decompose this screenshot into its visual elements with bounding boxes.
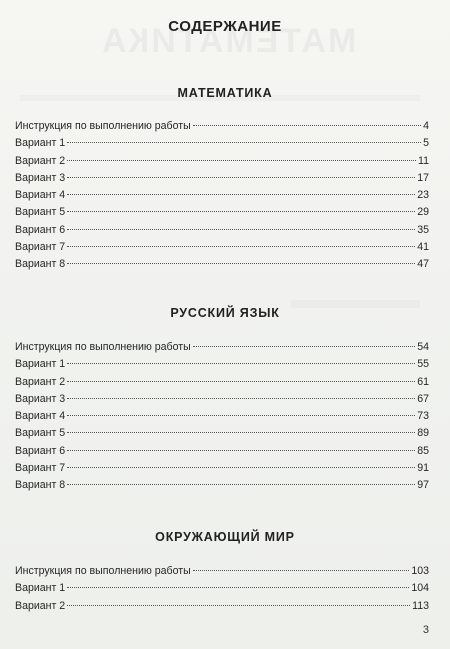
- toc-entry[interactable]: [15, 206, 429, 223]
- toc-entry-label: Вариант 6: [15, 223, 66, 236]
- toc-entry-page: 35: [417, 223, 429, 236]
- dot-leader: [67, 194, 415, 195]
- toc-entry[interactable]: [15, 393, 429, 410]
- toc-entry[interactable]: [15, 600, 429, 617]
- toc-entry-label: Вариант 3: [15, 171, 66, 184]
- dot-leader: [67, 142, 421, 143]
- dot-leader: [67, 415, 415, 416]
- toc-entry-label: Вариант 2: [15, 154, 66, 167]
- toc-entry-page: 103: [411, 565, 429, 577]
- toc-entry-label: Инструкция по выполнению работы: [15, 565, 191, 577]
- toc-entry-label: Вариант 4: [15, 410, 66, 423]
- toc-entry-label: Вариант 4: [15, 189, 66, 202]
- toc-entry-page: 104: [411, 582, 429, 595]
- toc-entry-label: Вариант 1: [15, 358, 66, 371]
- toc-entry-page: 5: [423, 137, 429, 150]
- toc-entry-label: Вариант 8: [15, 258, 66, 271]
- toc-entry-page: 61: [417, 375, 429, 388]
- dot-leader: [67, 484, 415, 485]
- dot-leader: [67, 467, 415, 468]
- toc-entry[interactable]: [15, 565, 429, 582]
- toc-entry[interactable]: [15, 258, 429, 275]
- toc-entry-page: 54: [417, 341, 429, 353]
- toc-list-world: [15, 565, 429, 617]
- dot-leader: [67, 398, 415, 399]
- toc-entry[interactable]: [15, 479, 429, 496]
- toc-entry-page: 17: [417, 171, 429, 184]
- dot-leader: [67, 605, 410, 606]
- toc-entry[interactable]: [15, 462, 429, 479]
- toc-entry[interactable]: [15, 241, 429, 258]
- toc-entry-label: Вариант 1: [15, 582, 66, 595]
- toc-entry-page: 41: [417, 241, 429, 254]
- toc-entry-label: Инструкция по выполнению работы: [15, 120, 191, 132]
- toc-entry[interactable]: [15, 445, 429, 462]
- toc-entry-page: 85: [417, 444, 429, 457]
- toc-entry-label: Вариант 6: [15, 444, 66, 457]
- toc-entry-page: 55: [417, 358, 429, 371]
- toc-entry-label: Вариант 5: [15, 206, 66, 219]
- toc-entry-label: Вариант 3: [15, 392, 66, 405]
- toc-entry-label: Вариант 1: [15, 137, 66, 150]
- toc-entry[interactable]: [15, 172, 429, 189]
- dot-leader: [67, 229, 415, 230]
- toc-entry[interactable]: [15, 582, 429, 599]
- toc-entry[interactable]: [15, 120, 429, 137]
- toc-entry-label: Инструкция по выполнению работы: [15, 341, 191, 353]
- toc-entry-page: 67: [417, 392, 429, 405]
- section-heading-math: МАТЕМАТИКА: [177, 86, 273, 100]
- dot-leader: [67, 381, 415, 382]
- toc-entry-page: 29: [417, 206, 429, 219]
- toc-entry-page: 113: [412, 599, 429, 612]
- toc-entry-page: 97: [417, 479, 429, 492]
- toc-entry[interactable]: [15, 224, 429, 241]
- dot-leader: [193, 125, 421, 126]
- toc-entry[interactable]: [15, 410, 429, 427]
- toc-list-math: [15, 120, 429, 276]
- toc-list-russian: [15, 341, 429, 497]
- toc-entry-label: Вариант 5: [15, 427, 66, 440]
- dot-leader: [67, 450, 415, 451]
- toc-entry[interactable]: [15, 155, 429, 172]
- toc-entry-page: 89: [417, 427, 429, 440]
- section-heading-world: ОКРУЖАЮЩИЙ МИР: [155, 530, 295, 544]
- toc-entry-page: 11: [418, 154, 429, 167]
- toc-entry-page: 23: [417, 189, 429, 202]
- dot-leader: [193, 346, 415, 347]
- toc-entry[interactable]: [15, 137, 429, 154]
- toc-entry[interactable]: [15, 376, 429, 393]
- toc-entry-label: Вариант 2: [15, 599, 66, 612]
- toc-entry-label: Вариант 7: [15, 462, 66, 475]
- section-heading-russian: РУССКИЙ ЯЗЫК: [170, 306, 280, 320]
- dot-leader: [67, 363, 415, 364]
- dot-leader: [67, 211, 415, 212]
- toc-entry[interactable]: [15, 341, 429, 358]
- toc-entry[interactable]: [15, 427, 429, 444]
- toc-entry-label: Вариант 8: [15, 479, 66, 492]
- toc-entry[interactable]: [15, 358, 429, 375]
- toc-entry-page: 91: [417, 462, 429, 475]
- toc-entry-label: Вариант 7: [15, 241, 66, 254]
- dot-leader: [67, 263, 415, 264]
- toc-entry[interactable]: [15, 189, 429, 206]
- toc-entry-page: 73: [417, 410, 429, 423]
- dot-leader: [193, 570, 410, 571]
- dot-leader: [67, 587, 409, 588]
- dot-leader: [67, 177, 415, 178]
- toc-entry-label: Вариант 2: [15, 375, 66, 388]
- toc-entry-page: 4: [423, 120, 429, 132]
- page-title: СОДЕРЖАНИЕ: [168, 18, 282, 35]
- toc-entry-page: 47: [417, 258, 429, 271]
- dot-leader: [67, 160, 416, 161]
- page-number: 3: [422, 624, 429, 636]
- dot-leader: [67, 246, 415, 247]
- dot-leader: [67, 432, 415, 433]
